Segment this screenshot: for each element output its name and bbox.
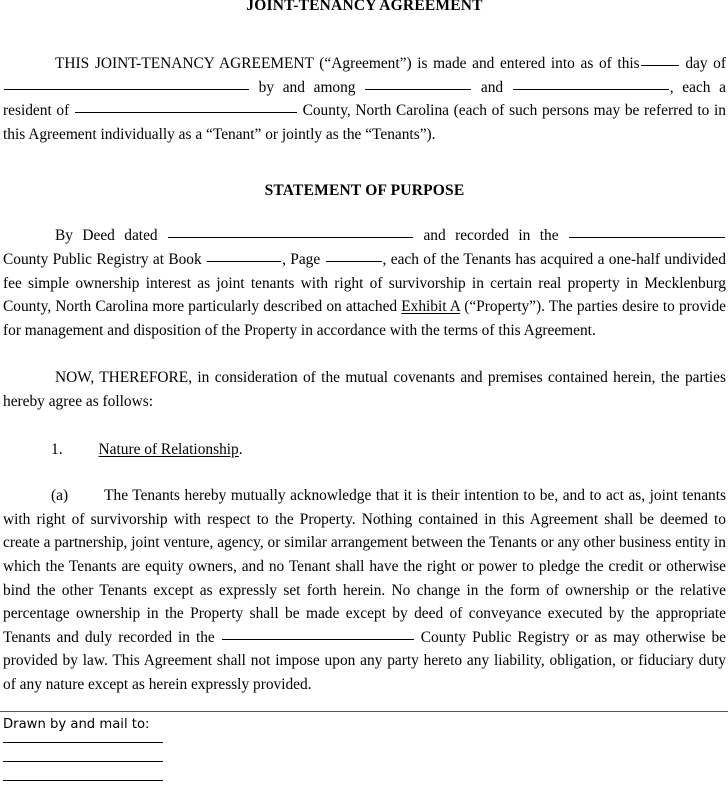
subsection-a-label: (a) (51, 487, 69, 505)
blank-book[interactable] (207, 248, 281, 262)
blank-month-year[interactable] (4, 76, 249, 90)
section-1-title-line (3, 438, 726, 462)
blank-tenant-two[interactable] (513, 76, 669, 90)
blank-page[interactable] (326, 248, 382, 262)
paragraph-now-therefore (3, 366, 726, 413)
spacer (3, 461, 726, 484)
paragraph-statement-of-purpose (3, 224, 726, 342)
drawn-by-label: Drawn by and mail to: (3, 717, 150, 732)
signature-line[interactable] (3, 742, 163, 743)
section-heading-statement-of-purpose: STATEMENT OF PURPOSE (264, 182, 465, 200)
page-title: JOINT-TENANCY AGREEMENT (246, 0, 483, 14)
sop-text-registry-book: County Public Registry at Book (3, 250, 202, 268)
spacer (3, 342, 726, 366)
document-body (3, 0, 726, 696)
spacer (3, 16, 726, 40)
sop-text-body: , each of the Tenants has acquired a one-half undivided fee simple ownership interest as joint tenants with right of survivorship in certain real property in Mecklenburg County, North Carolina more particularly described on attached (3, 250, 726, 316)
spacer (3, 200, 726, 224)
footer-divider (0, 711, 728, 712)
intro-lead-text: THIS JOINT-TENANCY AGREEMENT (“Agreement”) is made and entered into as of this (55, 55, 640, 72)
blank-deed-date[interactable] (168, 224, 413, 238)
spacer (3, 40, 726, 52)
section-1-title: Nature of Relationship (98, 440, 239, 458)
spacer (3, 146, 726, 166)
signature-lines-group (3, 742, 728, 781)
spacer (3, 166, 726, 182)
now-therefore-text: NOW, THEREFORE, in consideration of the mutual covenants and premises contained herein, the parties hereby agree as follows: (3, 369, 726, 410)
blank-tenant-one[interactable] (365, 76, 471, 90)
spacer (3, 414, 726, 438)
section-1-number: 1. (51, 440, 63, 458)
blank-conveyance-county[interactable] (222, 626, 414, 640)
intro-text-and: and (480, 78, 504, 96)
sop-text-by-deed-dated: By Deed dated (55, 227, 158, 245)
blank-day[interactable] (641, 52, 679, 66)
intro-text-resident-of: , each a resident of (3, 78, 726, 120)
intro-text-tail: County, North Carolina (each of such persons may be referred to in this Agreement individually as a “Tenant” or jointly as the “Tenants”). (3, 102, 726, 143)
paragraph-subsection-a (3, 484, 726, 696)
subsection-a-text-main: The Tenants hereby mutually acknowledge that it is their intention to be, and to act as, joint tenants with right of survivorship with respect to the Property. Nothing contained in this Agreement shall be deemed to create a partnership, joint venture, agency, or similar arrangement between the Tenants or any other business entity in which the Tenants are equity owners, and no Tenant shall have the right or power to pledge the credit or otherwise bind the other Tenants except as expressly set forth herein. No change in the form of ownership or the relative percentage ownership in the Property shall be made except by deed of conveyance executed by the appropriate Tenants and duly recorded in the (3, 487, 726, 646)
sop-text-tail: (“Property”). The parties desire to provide for management and disposition of the Property in accordance with the terms of this Agreement. (3, 298, 726, 339)
exhibit-a-reference[interactable]: Exhibit A (401, 298, 461, 316)
paragraph-intro (3, 52, 726, 146)
blank-registry-county[interactable] (569, 224, 725, 238)
footer-block (0, 711, 728, 793)
blank-county-intro[interactable] (75, 99, 297, 113)
section-1-title-period: . (238, 440, 243, 458)
signature-line[interactable] (3, 761, 163, 762)
sop-text-and-recorded: and recorded in the (423, 227, 559, 245)
subsection-a-text-tail: County Public Registry or as may otherwise be provided by law. This Agreement shall not impose upon any party hereto any liability, obligation, or fiduciary duty of any nature except as herein expressly provided. (3, 628, 727, 693)
sop-text-page: , Page (282, 250, 321, 268)
signature-line[interactable] (3, 780, 163, 781)
intro-text-day-of: day of (685, 55, 726, 72)
intro-text-by-and-among: by and among (258, 78, 356, 96)
